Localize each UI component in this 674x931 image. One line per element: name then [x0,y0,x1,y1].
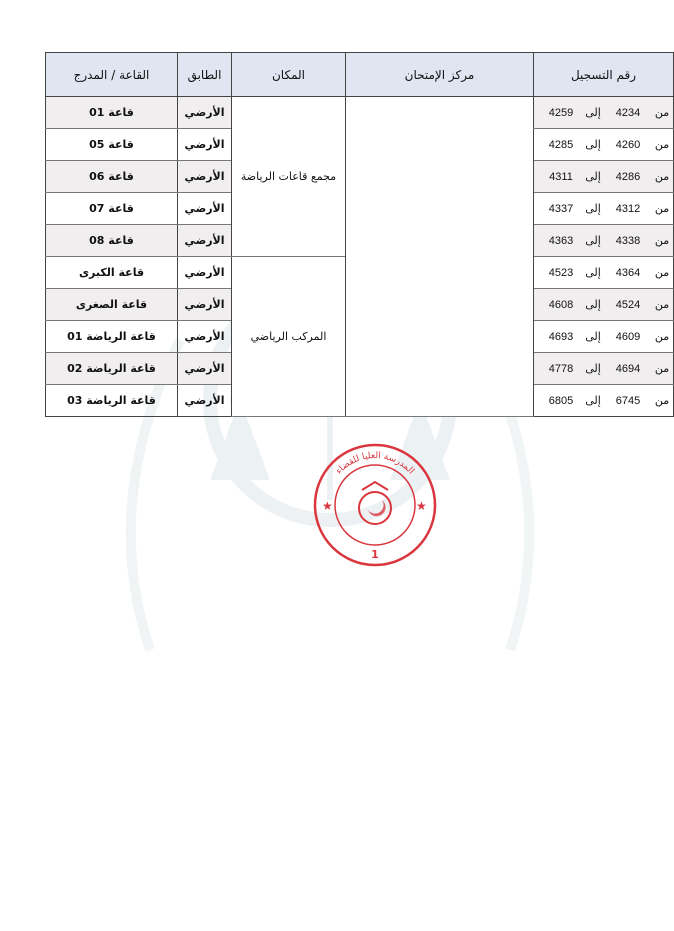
hall-cell: قاعة 08 [46,225,178,257]
from-number: 4609 [615,330,641,343]
star-icon: ★ [322,499,333,513]
registration-range [534,97,674,129]
floor-cell: الأرضي [178,225,232,257]
table-row [46,97,674,129]
from-number: 4312 [615,202,641,215]
from-label: من [654,234,670,247]
official-stamp [310,440,440,570]
header-center: مركز الإمتحان [346,53,534,97]
to-number: 4337 [548,202,574,215]
table-header-row [46,53,674,97]
header-hall: القاعة / المدرج [46,53,178,97]
stamp-emblem-icon [359,482,391,524]
registration-range [534,129,674,161]
hall-cell: قاعة 01 [46,97,178,129]
to-label: إلى [585,330,601,343]
from-label: من [654,266,670,279]
to-label: إلى [585,234,601,247]
to-number: 4259 [548,106,574,119]
registration-range [534,161,674,193]
floor-cell: الأرضي [178,193,232,225]
hall-cell: قاعة الرياضة 01 [46,321,178,353]
from-number: 6745 [615,394,641,407]
header-floor: الطابق [178,53,232,97]
to-label: إلى [585,106,601,119]
to-label: إلى [585,298,601,311]
to-number: 4363 [548,234,574,247]
registration-range [534,225,674,257]
from-number: 4524 [615,298,641,311]
from-number: 4260 [615,138,641,151]
registration-range [534,321,674,353]
hall-cell: قاعة الرياضة 02 [46,353,178,385]
floor-cell: الأرضي [178,257,232,289]
to-label: إلى [585,266,601,279]
to-number: 4608 [548,298,574,311]
to-label: إلى [585,202,601,215]
floor-cell: الأرضي [178,321,232,353]
from-number: 4694 [615,362,641,375]
stamp-text: المدرسة العليا للقضاء [334,450,416,477]
hall-cell: قاعة 07 [46,193,178,225]
to-label: إلى [585,170,601,183]
to-label: إلى [585,138,601,151]
hall-cell: قاعة 06 [46,161,178,193]
stamp-number: 1 [371,548,379,561]
registration-range [534,385,674,417]
floor-cell: الأرضي [178,161,232,193]
from-label: من [654,330,670,343]
from-label: من [654,170,670,183]
star-icon: ★ [416,499,427,513]
hall-cell: قاعة الكبرى [46,257,178,289]
from-number: 4338 [615,234,641,247]
to-label: إلى [585,362,601,375]
to-number: 4523 [548,266,574,279]
from-label: من [654,394,670,407]
to-number: 4778 [548,362,574,375]
registration-range [534,193,674,225]
registration-table [45,52,674,417]
from-label: من [654,106,670,119]
from-number: 4286 [615,170,641,183]
place-cell: المركب الرياضي [232,257,346,417]
floor-cell: الأرضي [178,385,232,417]
floor-cell: الأرضي [178,129,232,161]
hall-cell: قاعة 05 [46,129,178,161]
exam-center-cell [346,97,534,417]
to-number: 4693 [548,330,574,343]
registration-range [534,289,674,321]
from-label: من [654,298,670,311]
registration-range [534,353,674,385]
from-label: من [654,138,670,151]
to-number: 4285 [548,138,574,151]
from-number: 4364 [615,266,641,279]
to-number: 6805 [548,394,574,407]
header-place: المكان [232,53,346,97]
floor-cell: الأرضي [178,97,232,129]
place-cell: مجمع قاعات الرياضة [232,97,346,257]
to-number: 4311 [549,170,573,183]
floor-cell: الأرضي [178,289,232,321]
from-label: من [654,362,670,375]
registration-range [534,257,674,289]
from-number: 4234 [615,106,641,119]
hall-cell: قاعة الصغرى [46,289,178,321]
from-label: من [654,202,670,215]
floor-cell: الأرضي [178,353,232,385]
header-registration: رقم التسجيل [534,53,674,97]
hall-cell: قاعة الرياضة 03 [46,385,178,417]
to-label: إلى [585,394,601,407]
